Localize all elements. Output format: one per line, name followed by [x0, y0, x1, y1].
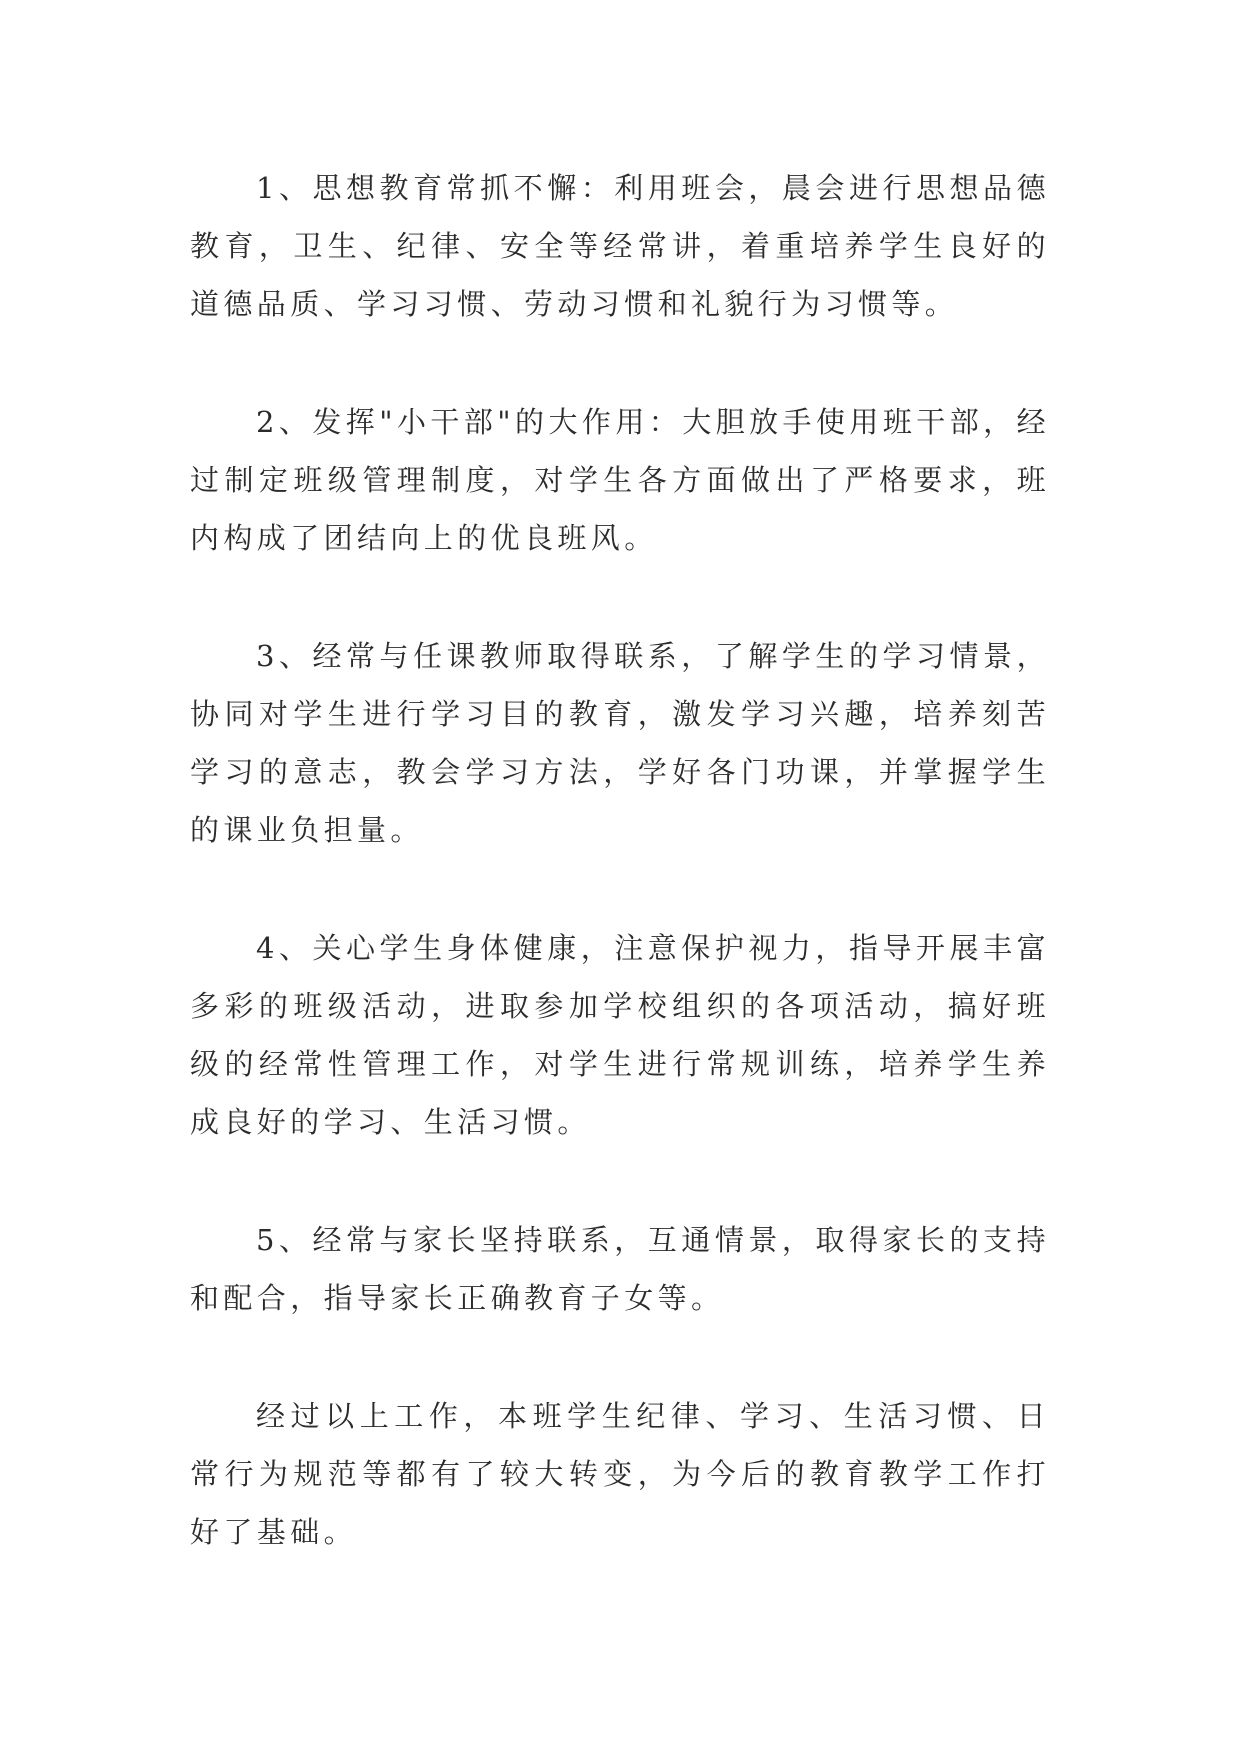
paragraph-conclusion: 经过以上工作，本班学生纪律、学习、生活习惯、日常行为规范等都有了较大转变，为今后的教育教学工作打好了基础。 [190, 1399, 1050, 1549]
paragraph-4: 4、关心学生身体健康，注意保护视力，指导开展丰富多彩的班级活动，进取参加学校组织的各项活动，搞好班级的经常性管理工作，对学生进行常规训练，培养学生养成良好的学习、生活习惯。 [190, 931, 1050, 1139]
document-body [190, 159, 1050, 1621]
paragraph-1: 1、思想教育常抓不懈：利用班会，晨会进行思想品德教育，卫生、纪律、安全等经常讲，着重培养学生良好的道德品质、学习习惯、劳动习惯和礼貌行为习惯等。 [190, 171, 1050, 321]
paragraph-2: 2、发挥"小干部"的大作用：大胆放手使用班干部，经过制定班级管理制度，对学生各方面做出了严格要求，班内构成了团结向上的优良班风。 [190, 405, 1050, 555]
paragraph-5: 5、经常与家长坚持联系，互通情景，取得家长的支持和配合，指导家长正确教育子女等。 [190, 1223, 1050, 1315]
paragraph-3: 3、经常与任课教师取得联系，了解学生的学习情景，协同对学生进行学习目的教育，激发学习兴趣，培养刻苦学习的意志，教会学习方法，学好各门功课，并掌握学生的课业负担量。 [190, 639, 1050, 847]
